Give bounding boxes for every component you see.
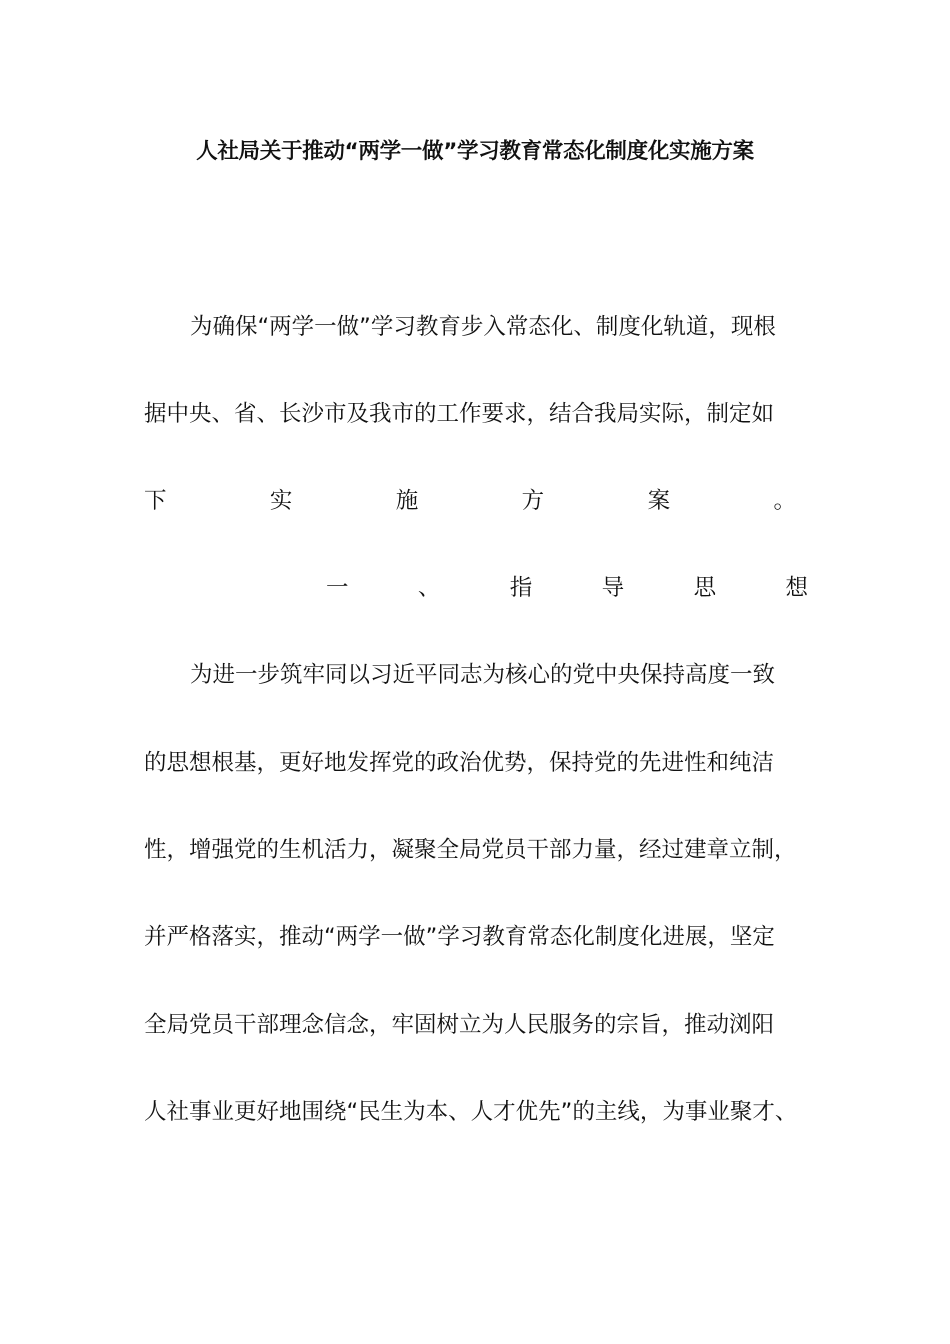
- paragraph-char: 方: [521, 488, 545, 514]
- paragraph-line-justified: [144, 486, 796, 516]
- paragraph-line: 为确保“两学一做”学习教育步入常态化、制度化轨道，现根: [190, 314, 776, 340]
- document-title: 人社局关于推动“两学一做”学习教育常态化制度化实施方案: [196, 139, 754, 164]
- paragraph-line: 并严格落实，推动“两学一做”学习教育常态化制度化进展，坚定: [144, 924, 775, 950]
- paragraph-line: 性，增强党的生机活力，凝聚全局党员干部力量，经过建章立制，: [144, 837, 797, 863]
- paragraph-char: 施: [395, 488, 419, 514]
- paragraph-line: 为进一步筑牢同以习近平同志为核心的党中央保持高度一致: [190, 662, 776, 688]
- paragraph-char: 。: [773, 488, 796, 514]
- paragraph-char: 下: [144, 488, 167, 514]
- paragraph-line: 全局党员干部理念信念，牢固树立为人民服务的宗旨，推动浏阳: [144, 1012, 775, 1038]
- paragraph-line: 人社事业更好地围绕“民生为本、人才优先”的主线，为事业聚才、: [144, 1099, 798, 1125]
- paragraph-line: 的思想根基，更好地发挥党的政治优势，保持党的先进性和纯洁: [144, 750, 775, 776]
- heading-char: 指: [509, 575, 533, 601]
- heading-char: 想: [785, 575, 808, 601]
- heading-char: 、: [417, 575, 441, 601]
- heading-char: 思: [693, 575, 717, 601]
- paragraph-line: 据中央、省、长沙市及我市的工作要求，结合我局实际，制定如: [144, 401, 775, 427]
- heading-char: 一: [326, 575, 349, 601]
- paragraph-char: 实: [269, 488, 293, 514]
- heading-char: 导: [601, 575, 625, 601]
- paragraph-char: 案: [647, 488, 671, 514]
- section-heading: [326, 573, 808, 603]
